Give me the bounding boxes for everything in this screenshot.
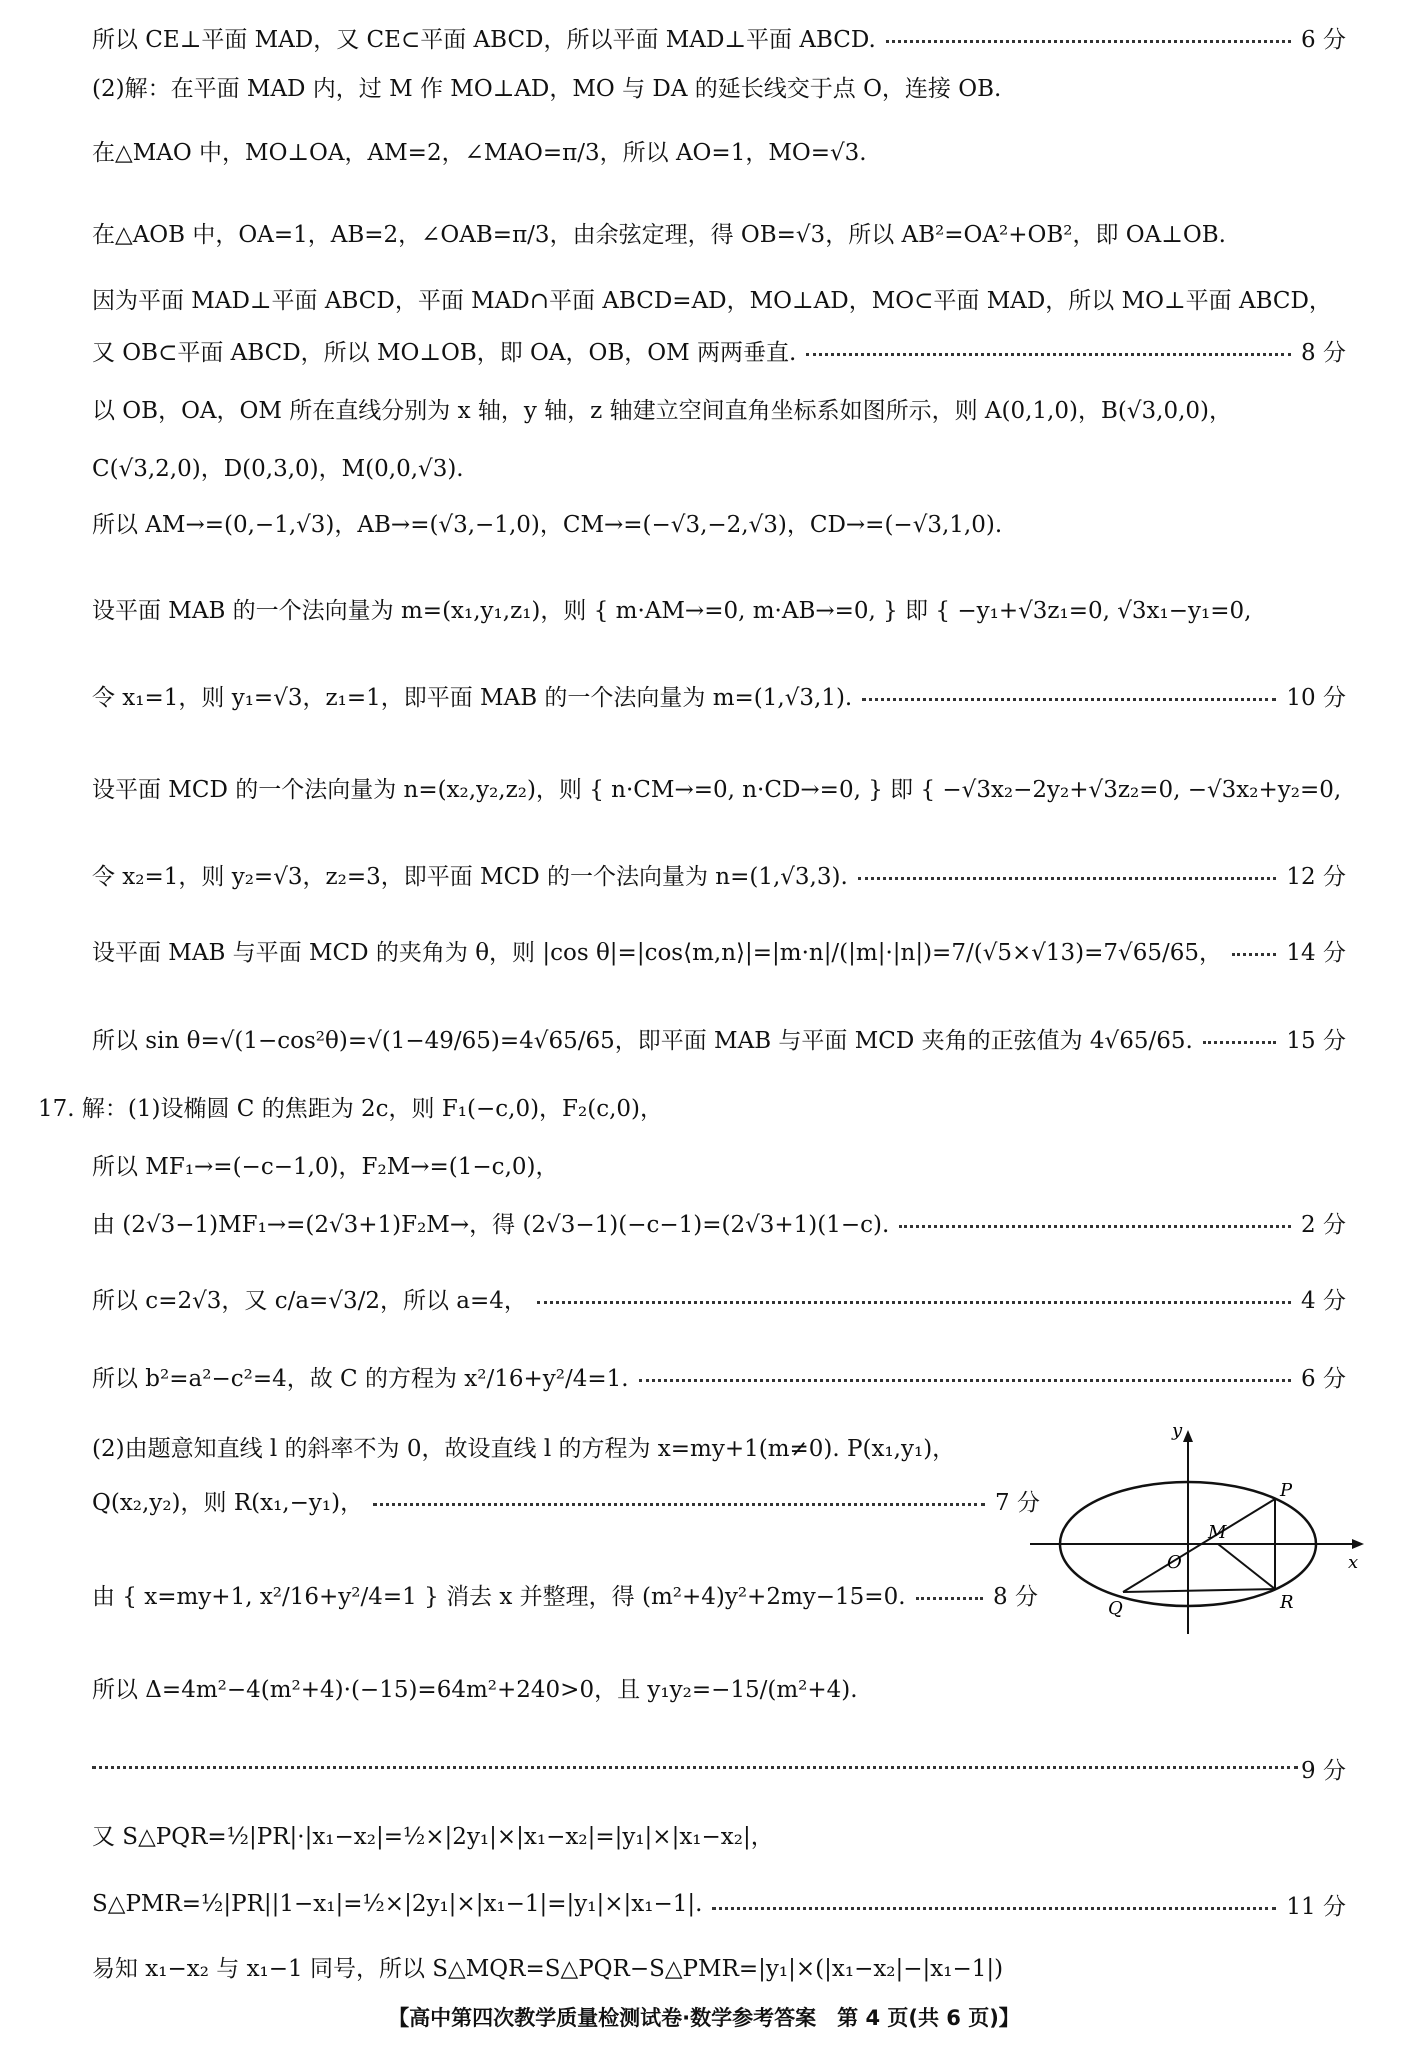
line-l: [1123, 1499, 1275, 1592]
solution-line: [38, 1084, 1346, 1128]
leader-dots: [862, 698, 1276, 701]
line-text: 又 OB⊂平面 ABCD，所以 MO⊥OB，即 OA，OB，OM 两两垂直.: [92, 339, 797, 366]
solution-line: [92, 673, 1346, 717]
score-mark: 7 分: [995, 1489, 1040, 1516]
leader-dots: [886, 40, 1291, 43]
line-text: (2)由题意知直线 l 的斜率不为 0，故设直线 l 的方程为 x=my+1(m≠0). P(x₁,y₁)，: [92, 1435, 956, 1462]
line-text: 设平面 MAB 与平面 MCD 的夹角为 θ，则 |cos θ|=|cos⟨m,n⟩|=|m·n|/(|m|·|n|)=7/(√5×√13)=7√65/65，: [92, 939, 1222, 966]
line-text: 所以 AM→=(0,−1,√3)，AB→=(√3,−1,0)，CM→=(−√3,−2,√3)，CD→=(−√3,1,0).: [92, 511, 1003, 538]
solution-line: [92, 1665, 1346, 1709]
line-text: 在△MAO 中，MO⊥OA，AM=2，∠MAO=π/3，所以 AO=1，MO=√3.: [92, 139, 867, 166]
leader-dots: [916, 1597, 984, 1600]
line-text: C(√3,2,0)，D(0,3,0)，M(0,0,√3).: [92, 455, 464, 482]
solution-line: [92, 328, 1346, 372]
line-text: 在△AOB 中，OA=1，AB=2，∠OAB=π/3，由余弦定理，得 OB=√3，所以 AB²=OA²+OB²，即 OA⊥OB.: [92, 221, 1226, 248]
solution-line: [92, 1812, 1346, 1856]
leader-dots: [1232, 953, 1276, 956]
line-text: 令 x₁=1，则 y₁=√3，z₁=1，即平面 MAB 的一个法向量为 m=(1,√3,1).: [92, 684, 853, 711]
solution-line: [92, 1882, 1346, 1926]
leader-dots: [1203, 1041, 1277, 1044]
solution-line: [92, 1354, 1346, 1398]
line-text: 由 (2√3−1)MF₁→=(2√3+1)F₂M→，得 (2√3−1)(−c−1)=(2√3+1)(1−c).: [92, 1211, 890, 1238]
label-o: O: [1167, 1552, 1182, 1573]
line-text: 所以 MF₁→=(−c−1,0)，F₂M→=(1−c,0)，: [92, 1153, 559, 1180]
line-text: Q(x₂,y₂)，则 R(x₁,−y₁)，: [92, 1489, 364, 1516]
line-text: 所以 CE⊥平面 MAD，又 CE⊂平面 ABCD，所以平面 MAD⊥平面 ABCD.: [92, 26, 876, 53]
line-text: (2)解：在平面 MAD 内，过 M 作 MO⊥AD，MO 与 DA 的延长线交于点 O，连接 OB.: [92, 75, 1002, 102]
label-q: Q: [1108, 1598, 1123, 1619]
segment-mr: [1218, 1544, 1275, 1589]
label-y: y: [1172, 1422, 1183, 1441]
solution-line: [92, 128, 1346, 172]
segment-qr: [1123, 1589, 1275, 1592]
leader-dots: [639, 1379, 1291, 1382]
line-text: 又 S△PQR=½|PR|·|x₁−x₂|=½×|2y₁|×|x₁−x₂|=|y₁|×|x₁−x₂|，: [92, 1823, 774, 1850]
leader-dots: [899, 1225, 1291, 1228]
solution-line: [92, 500, 1346, 544]
leader-dots: [92, 1766, 1298, 1769]
solution-line: [92, 586, 1346, 630]
score-mark: 8 分: [993, 1583, 1038, 1610]
solution-line: [92, 15, 1346, 59]
score-mark: 12 分: [1286, 863, 1346, 890]
score-mark: 11 分: [1286, 1893, 1346, 1920]
line-text: 所以 sin θ=√(1−cos²θ)=√(1−49/65)=4√65/65，即平面 MAB 与平面 MCD 夹角的正弦值为 4√65/65.: [92, 1027, 1193, 1054]
score-mark: 6 分: [1301, 1365, 1346, 1392]
line-text: 17. 解：(1)设椭圆 C 的焦距为 2c，则 F₁(−c,0)，F₂(c,0)，: [38, 1095, 663, 1122]
line-text: 所以 b²=a²−c²=4，故 C 的方程为 x²/16+y²/4=1.: [92, 1365, 629, 1392]
leader-dots: [373, 1503, 985, 1506]
line-text: 由 { x=my+1, x²/16+y²/4=1 } 消去 x 并整理，得 (m²+4)y²+2my−15=0.: [92, 1583, 906, 1610]
score-mark: 6 分: [1301, 26, 1346, 53]
score-mark: 9 分: [1301, 1758, 1346, 1784]
line-text: 令 x₂=1，则 y₂=√3，z₂=3，即平面 MCD 的一个法向量为 n=(1,√3,3).: [92, 863, 848, 890]
solution-line: [92, 210, 1346, 254]
score-mark: 15 分: [1286, 1027, 1346, 1054]
leader-dots: [858, 877, 1277, 880]
solution-line: [92, 1200, 1346, 1244]
solution-line: [92, 1572, 1038, 1616]
solution-line: [92, 444, 1346, 488]
score-mark: 8 分: [1301, 339, 1346, 366]
line-text: 因为平面 MAD⊥平面 ABCD，平面 MAD∩平面 ABCD=AD，MO⊥AD，MO⊂平面 MAD，所以 MO⊥平面 ABCD，: [92, 287, 1332, 314]
label-r: R: [1280, 1592, 1294, 1613]
line-text: S△PMR=½|PR||1−x₁|=½×|2y₁|×|x₁−1|=|y₁|×|x₁−1|.: [92, 1891, 703, 1917]
leader-dots: [537, 1301, 1291, 1304]
score-mark: 2 分: [1301, 1211, 1346, 1238]
line-text: 所以 c=2√3，又 c/a=√3/2，所以 a=4，: [92, 1287, 527, 1314]
solution-line: [92, 765, 1346, 809]
leader-dots: [712, 1907, 1276, 1910]
score-mark: 10 分: [1286, 684, 1346, 711]
solution-line: [92, 928, 1346, 972]
solution-line: [92, 1016, 1346, 1060]
label-p: P: [1280, 1480, 1293, 1501]
solution-line: [92, 1478, 1040, 1522]
solution-line: [92, 1276, 1346, 1320]
leader-dots: [806, 353, 1291, 356]
line-text: 以 OB，OA，OM 所在直线分别为 x 轴，y 轴，z 轴建立空间直角坐标系如图所示，则 A(0,1,0)，B(√3,0,0)，: [92, 397, 1232, 424]
score-mark: 14 分: [1286, 939, 1346, 966]
y-axis-arrow-icon: [1183, 1430, 1193, 1442]
solution-line: [92, 276, 1346, 320]
line-text: 设平面 MAB 的一个法向量为 m=(x₁,y₁,z₁)，则 { m·AM→=0, m·AB→=0, } 即 { −y₁+√3z₁=0, √3x₁−y₁=0,: [92, 597, 1252, 624]
x-axis-arrow-icon: [1352, 1539, 1364, 1549]
solution-line: [92, 64, 1346, 108]
label-x: x: [1348, 1552, 1359, 1573]
solution-line: [92, 386, 1346, 430]
line-text: 所以 Δ=4m²−4(m²+4)·(−15)=64m²+240>0，且 y₁y₂=−15/(m²+4).: [92, 1676, 858, 1703]
solution-line: [92, 852, 1346, 896]
page-footer: 【高中第四次教学质量检测试卷·数学参考答案 第 4 页(共 6 页)】: [388, 2006, 1020, 2030]
score-mark: 4 分: [1301, 1287, 1346, 1314]
solution-line: [92, 1142, 1346, 1186]
ellipse-figure: [1030, 1422, 1370, 1642]
solution-line: [92, 1944, 1346, 1988]
line-text: 易知 x₁−x₂ 与 x₁−1 同号，所以 S△MQR=S△PQR−S△PMR=|y₁|×(|x₁−x₂|−|x₁−1|): [92, 1955, 1004, 1982]
label-m: M: [1208, 1522, 1227, 1543]
line-text: 设平面 MCD 的一个法向量为 n=(x₂,y₂,z₂)，则 { n·CM→=0, n·CD→=0, } 即 { −√3x₂−2y₂+√3z₂=0, −√3x₂+y₂=0,: [92, 776, 1342, 803]
